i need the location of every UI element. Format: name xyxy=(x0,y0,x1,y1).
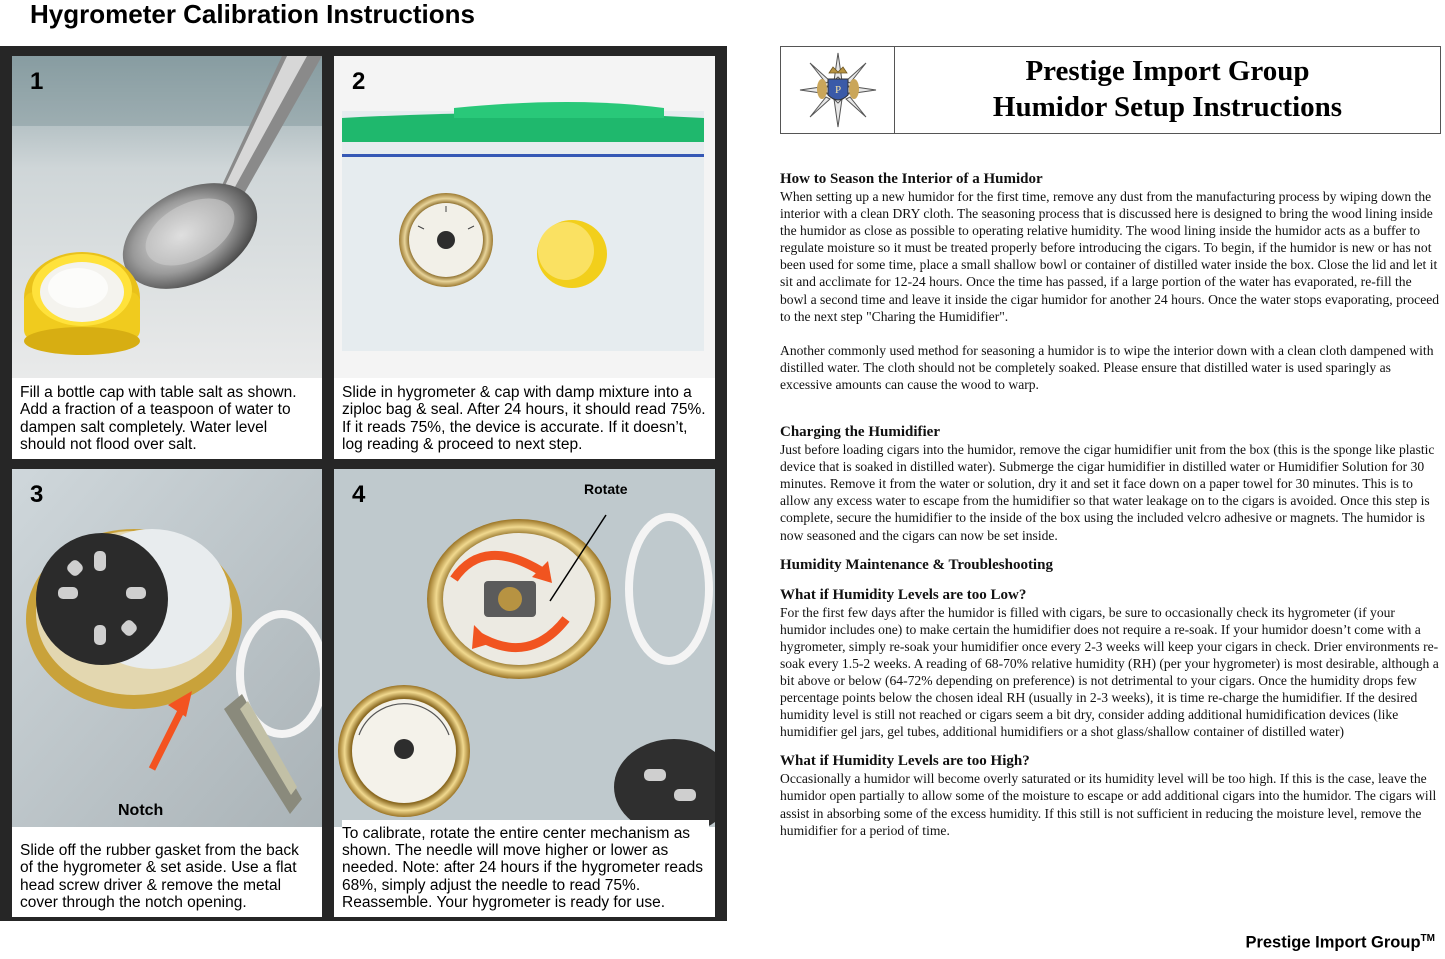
low-humidity-paragraph: For the first few days after the humidor is filled with cigars, be sure to occasionally check its hygrometer (if your humidor includes one) to make certain the humidifier does not require a re-soak. If your humidor doesn’t come with a hygrometer, simply re-soak your humidifier once every 2-3 weeks will keep your cigars in check. Drier environments re-soak every 1.5-2 weeks. A reading of 68-70% relative humidity (RH) (per your hygrometer) is most desirable, although a bit above or below (64-72% depending on preference) is not detrimental to your cigars. Once the humidity drops few percentage points below the chosen ideal RH (usually in 2-3 weeks), it is time re-charge the humidifier. If the desired humidity level is still not reached or cigars seem a bit dry, consider adding additional humidification devices (like humidifier gel jars, gel tubes, additional humidifiers or a shot glass/shallow container of distilled water) xyxy=(780,604,1439,740)
step-3-caption: Slide off the rubber gasket from the back of the hygrometer & set aside. Use a flat head screw driver & remove the metal cover through the notch opening. xyxy=(20,837,316,917)
trademark-mark: TM xyxy=(1420,933,1435,944)
svg-text:P: P xyxy=(834,84,841,96)
step-1-card xyxy=(12,56,322,459)
salt-cap-spoon-photo xyxy=(12,56,322,378)
maintenance-heading: Humidity Maintenance & Troubleshooting xyxy=(780,556,1053,573)
ziploc-bag-photo xyxy=(334,56,715,378)
hygrometer-back-photo xyxy=(12,469,322,827)
step-1-caption: Fill a bottle cap with table salt as shown. Add a fraction of a teaspoon of water to dampen salt completely. Water level should not flood over salt. xyxy=(20,379,316,459)
season-paragraph-2: Another commonly used method for seasoning a humidor is to wipe the interior down with a clean cloth dampened with distilled water. The cloth should not be completely soaked. Please ensure that distilled water is used sparingly as excessive amounts can cause the wood to warp. xyxy=(780,342,1434,392)
season-paragraph-1: When setting up a new humidor for the first time, remove any dust from the manufacturing process by wiping down the interior with a clean DRY cloth. The seasoning process that is discussed here is designed to bring the wood lining inside the humidor as close as possible to operating relative humidity. The wood lining inside the humidor acts as a buffer to regulate moisture so it must be treated properly before introducing the cigars. To begin, if the humidor is new or has not been used for some time, place a small shallow bowl or container of distilled water inside the box. Close the lid and let it sit and acclimate for 12-24 hours. Once the time has passed, if a large portion of the water has evaporated, re-fill the bowl a second time and leave it inside the cigar humidor for another 24 hours. Once the water stops evaporating, proceed to the next step "Charing the Humidifier". xyxy=(780,189,1440,324)
document-header xyxy=(780,46,1441,134)
notch-label: Notch xyxy=(118,802,164,819)
season-heading: How to Season the Interior of a Humidor xyxy=(780,171,1043,187)
low-humidity-heading: What if Humidity Levels are too Low? xyxy=(780,586,1027,603)
document-title: Humidor Setup Instructions xyxy=(992,91,1343,123)
step-number: 1 xyxy=(30,68,44,95)
charging-heading: Charging the Humidifier xyxy=(780,424,940,441)
step-number: 3 xyxy=(30,481,44,508)
compass-crest-logo-icon xyxy=(781,47,895,133)
step-number: 2 xyxy=(352,68,366,95)
calibration-title: Hygrometer Calibration Instructions xyxy=(30,0,475,29)
footer-band xyxy=(0,921,727,959)
brand-footer xyxy=(1243,932,1437,954)
step-4-caption: To calibrate, rotate the entire center mechanism as shown. The needle will move higher or lower as needed. Note: after 24 hours if the hygrometer reads 68%, simply adjust the needle to read 75%. Reassemble. Your hygrometer is ready for use. xyxy=(342,820,709,917)
step-3-card xyxy=(12,469,322,917)
header-titles xyxy=(895,47,1440,133)
step-4-card xyxy=(334,469,715,917)
brand-name: Prestige Import Group xyxy=(1245,933,1421,952)
instructions-document xyxy=(780,170,1442,839)
step-2-card xyxy=(334,56,715,459)
high-humidity-heading: What if Humidity Levels are too High? xyxy=(780,753,1030,770)
charging-paragraph: Just before loading cigars into the humidor, remove the cigar humidifier unit from the box (this is the sponge like plastic device that is soaked in distilled water). Submerge the cigar humidifier in distilled water or Humidifier Solution for 30 minutes. Remove it from the water or solution, dry it and set it face down on a paper towel for 30 minutes. This is to allow any excess water to escape from the humidifier so that water leakage on to the cigars is avoided. Once this step is complete, secure the humidifier to the inside of the box using the included velcro adhesive or magnets. The humidor is now seasoned and the cigars can now be set inside. xyxy=(780,442,1435,543)
high-humidity-paragraph: Occasionally a humidor will become overly saturated or its humidity level will be too high. If this is the case, leave the humidor open partially to allow some of the moisture to escape or add additional cigars into the humidor. The cigars will assist in absorbing some of the excess humidity. If this still is not sufficient in reducing the moisture level, remove the humidifier for a period of time. xyxy=(780,771,1437,838)
hygrometer-calibration-photo xyxy=(334,469,715,827)
step-number: 4 xyxy=(352,481,366,508)
rotate-label: Rotate xyxy=(584,481,628,497)
step-2-caption: Slide in hygrometer & cap with damp mixture into a ziploc bag & seal. After 24 hours, it should read 75%. If it reads 75%, the device is accurate. If it doesn’t, log reading & proceed to next step. xyxy=(342,379,709,459)
company-title: Prestige Import Group xyxy=(1025,55,1310,87)
